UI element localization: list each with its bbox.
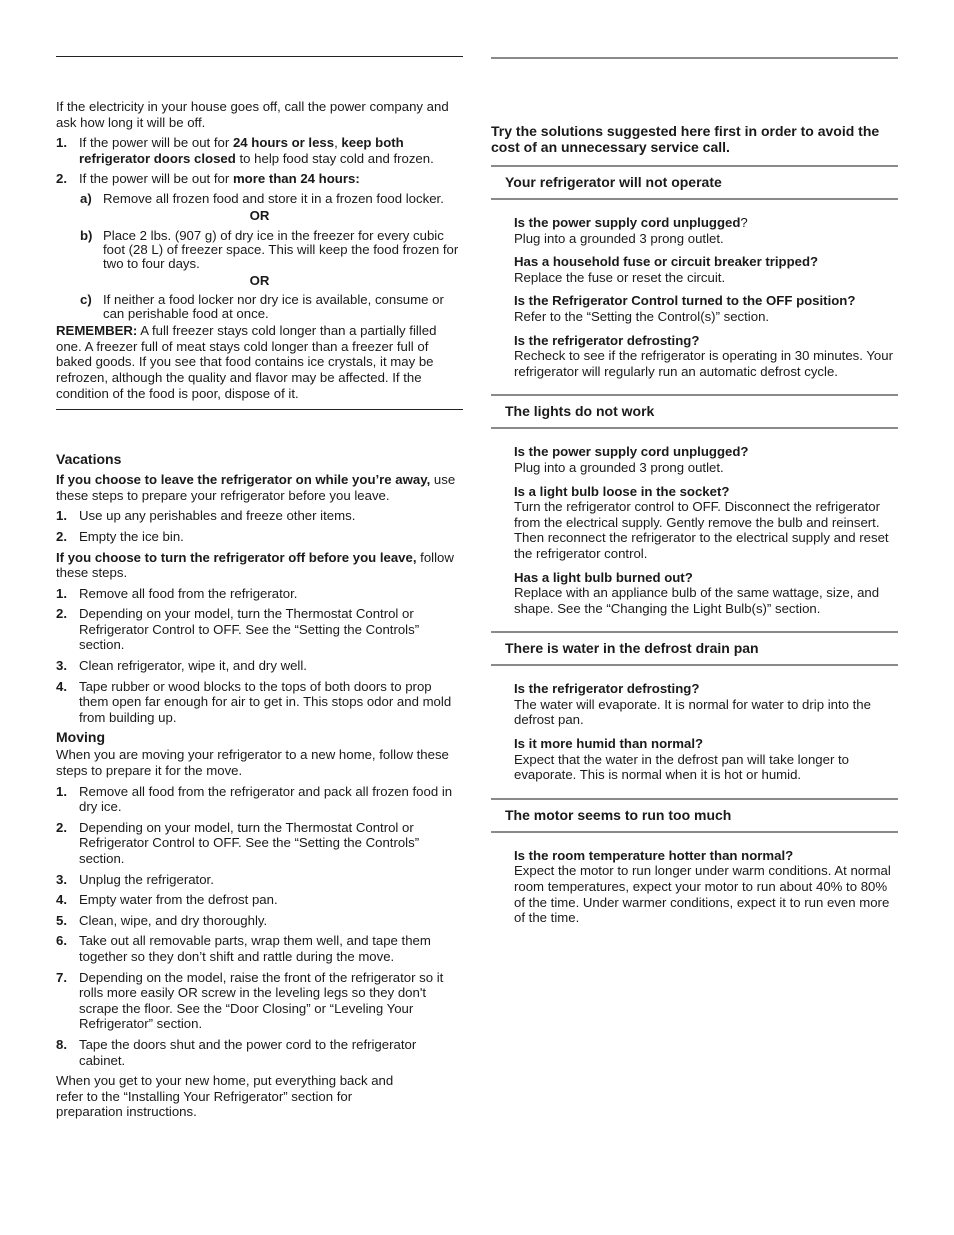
vacations-title: Vacations: [56, 451, 122, 468]
remember-note: REMEMBER: A full freezer stays cold longer than a partially filled one. A freezer full of meat stays cold longer than a freezer full of baked goods. If you see that food contains ice crystals, it may be refrozen, although the quality and flavor may be affected. If the condition of the food is poor, dispose of it.: [56, 323, 437, 401]
answer: The water will evaporate. It is normal for water to drip into the defrost pan.: [514, 696, 871, 728]
power-outage-section: [56, 99, 463, 401]
qa-item: [514, 848, 898, 926]
moving-intro: When you are moving your refrigerator to a new home, follow these steps to prepare it for the move.: [56, 747, 449, 779]
qa-item: [514, 215, 898, 246]
vacations-on-intro: If you choose to leave the refrigerator on while you’re away, use these steps to prepare your refrigerator before you leave.: [56, 472, 456, 503]
vacation-step: 2. Empty the ice bin.: [56, 528, 184, 544]
or-label: OR: [249, 272, 270, 288]
moving-section: [56, 729, 463, 1119]
qa-item: [514, 444, 898, 475]
power-outage-intro: If the electricity in your house goes off, call the power company and ask how long it will be off.: [56, 99, 449, 130]
qa-item: [514, 570, 898, 617]
answer: Turn the refrigerator control to OFF. Disconnect the refrigerator from the electrical supply. Gently remove the bulb and reinsert. Then reconnect the refrigerator to the electrical supply and reset the refrigerator control.: [514, 499, 889, 561]
section-body: [491, 681, 898, 783]
qa-item: [514, 681, 898, 728]
question: Has a household fuse or circuit breaker tripped?: [514, 254, 819, 270]
question: Is the Refrigerator Control turned to the OFF position?: [514, 293, 856, 309]
question: Is it more humid than normal?: [514, 736, 704, 752]
question: Is the power supply cord unplugged?: [514, 444, 749, 460]
section-heading: The lights do not work: [491, 394, 898, 429]
moving-step: 1. Remove all food from the refrigerator and pack all frozen food in dry ice.: [56, 783, 453, 815]
vacations-on-steps: [56, 508, 463, 544]
section-body: [491, 215, 898, 379]
troubleshooting-section: [491, 165, 898, 379]
moving-steps: [56, 784, 463, 1069]
question: Is a light bulb loose in the socket?: [514, 483, 730, 499]
vacation-step: 1. Remove all food from the refrigerator.: [56, 585, 298, 601]
vacation-step: 3. Clean refrigerator, wipe it, and dry well.: [56, 658, 307, 674]
answer: Refer to the “Setting the Control(s)” section.: [514, 308, 770, 324]
moving-step: 8. Tape the doors shut and the power cord to the refrigerator cabinet.: [56, 1036, 417, 1068]
vacations-off-steps: [56, 586, 463, 726]
vacations-section: [56, 451, 463, 725]
vacations-off-intro: If you choose to turn the refrigerator off before you leave, follow these steps.: [56, 549, 454, 581]
moving-step: 2. Depending on your model, turn the Thermostat Control or Refrigerator Control to OFF. See the “Setting the Controls” section.: [56, 819, 420, 866]
right-column: [491, 0, 898, 926]
outage-option-c: c) If neither a food locker nor dry ice is available, consume or can perishable food at once.: [80, 292, 444, 322]
moving-outro: When you get to your new home, put everything back and refer to the “Installing Your Refrigerator” section for preparation instructions.: [56, 1073, 394, 1120]
troubleshooting-section: [491, 798, 898, 926]
answer: Replace with an appliance bulb of the same wattage, size, and shape. See the “Changing the Light Bulb(s)” section.: [514, 585, 880, 616]
answer: Recheck to see if the refrigerator is operating in 30 minutes. Your refrigerator will regularly run an automatic defrost cycle.: [514, 348, 893, 379]
question: Is the power supply cord unplugged?: [514, 215, 748, 230]
section-body: [491, 444, 898, 616]
troubleshooting-section: [491, 394, 898, 616]
question: Is the refrigerator defrosting?: [514, 681, 700, 697]
outage-option-b: b) Place 2 lbs. (907 g) of dry ice in the freezer for every cubic foot (28 L) of freezer space. This will keep the food frozen for two to four days.: [80, 227, 459, 271]
moving-title: Moving: [56, 729, 105, 746]
top-rule: [56, 56, 463, 57]
answer: Expect the motor to run longer under warm conditions. At normal room temperatures, expect your motor to run about 40% to 80% of the time. Under warmer conditions, expect it to run even more of the time.: [514, 863, 891, 926]
moving-step: 7. Depending on the model, raise the front of the refrigerator so it rolls more easily OR screw in the leveling legs so they don't scrape the floor. See the “Door Closing” or “Leveling Your Refrigerator” section.: [56, 969, 444, 1032]
moving-step: 3. Unplug the refrigerator.: [56, 871, 214, 887]
outage-step-2: 2. If the power will be out for more than 24 hours:: [56, 171, 360, 187]
answer: Replace the fuse or reset the circuit.: [514, 269, 726, 285]
section-heading: There is water in the defrost drain pan: [491, 631, 898, 666]
qa-item: [514, 254, 898, 285]
qa-item: [514, 333, 898, 380]
top-rule: [491, 57, 898, 59]
moving-step: 4. Empty water from the defrost pan.: [56, 892, 278, 908]
vacation-step: 2. Depending on your model, turn the Thermostat Control or Refrigerator Control to OFF. See the “Setting the Controls” section.: [56, 606, 420, 653]
section-heading: Your refrigerator will not operate: [491, 165, 898, 200]
left-column: [56, 0, 463, 1120]
question: Has a light bulb burned out?: [514, 569, 693, 585]
qa-item: [514, 293, 898, 324]
section-heading: The motor seems to run too much: [491, 798, 898, 833]
troubleshooting-intro: Try the solutions suggested here first in order to avoid the cost of an unnecessary service call.: [491, 123, 880, 155]
outage-option-a: a) Remove all frozen food and store it in a frozen food locker.: [80, 190, 444, 206]
question: Is the room temperature hotter than normal?: [514, 847, 794, 863]
outage-step-1: 1. If the power will be out for 24 hours or less, keep both refrigerator doors closed to help food stay cold and frozen.: [56, 135, 434, 166]
or-label: OR: [249, 207, 270, 223]
vacation-step: 4. Tape rubber or wood blocks to the tops of both doors to prop them open far enough for air to get in. This stops odor and mold from building up.: [56, 678, 452, 725]
answer: Expect that the water in the defrost pan will take longer to evaporate. This is normal when it is hot or humid.: [514, 751, 850, 783]
section-rule: [56, 409, 463, 410]
qa-item: [514, 736, 898, 783]
troubleshooting-section: [491, 631, 898, 783]
answer: Plug into a grounded 3 prong outlet.: [514, 230, 724, 246]
answer: Plug into a grounded 3 prong outlet.: [514, 459, 724, 475]
qa-item: [514, 484, 898, 562]
question: Is the refrigerator defrosting?: [514, 332, 700, 348]
moving-step: 6. Take out all removable parts, wrap them well, and tape them together so they don’t shift and rattle during the move.: [56, 933, 431, 964]
section-body: [491, 848, 898, 926]
moving-step: 5. Clean, wipe, and dry thoroughly.: [56, 912, 268, 928]
troubleshooting-sections: [491, 165, 898, 926]
vacation-step: 1. Use up any perishables and freeze other items.: [56, 508, 356, 524]
